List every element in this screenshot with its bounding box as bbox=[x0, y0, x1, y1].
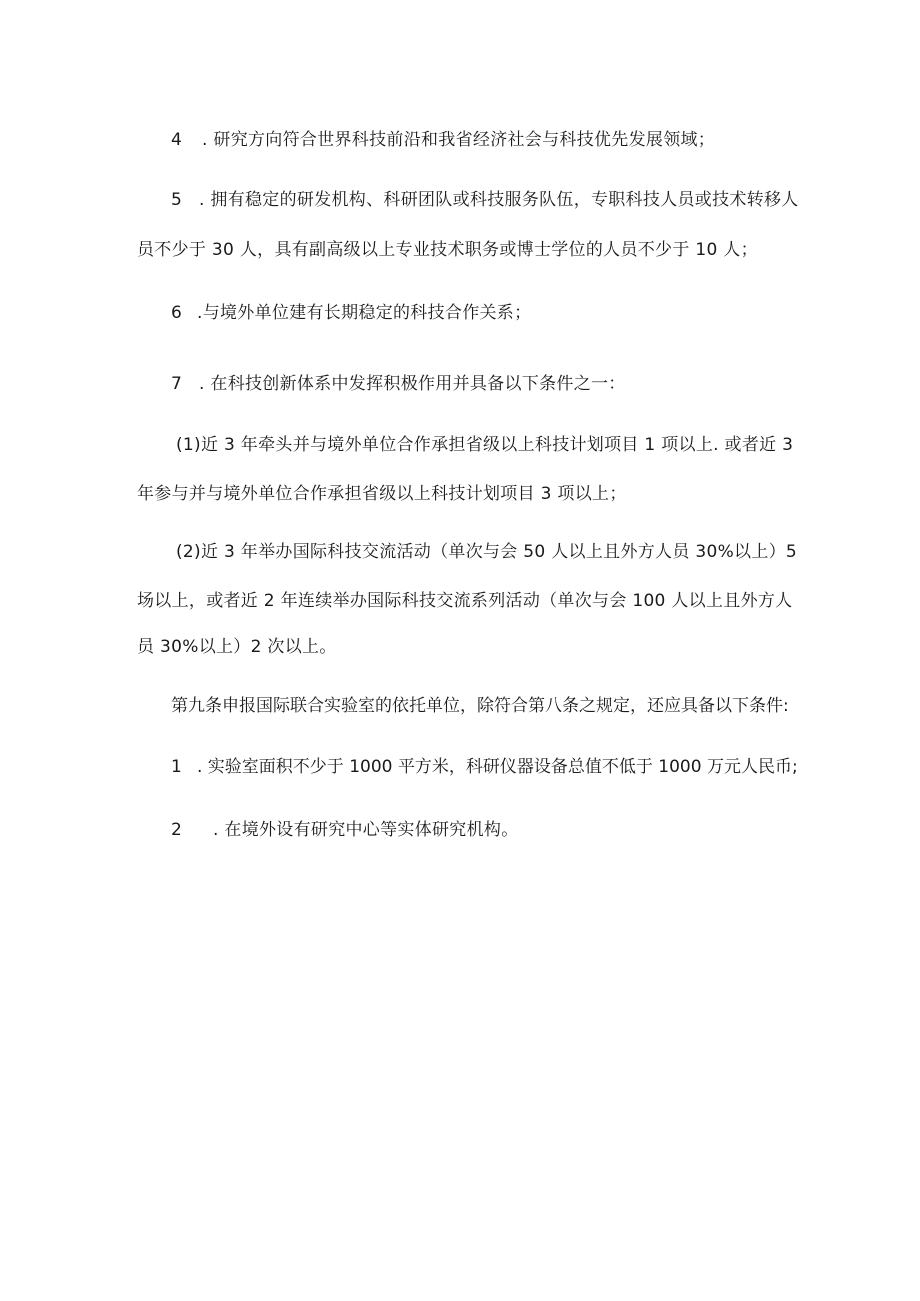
condition-2 bbox=[171, 818, 519, 842]
item-6-text: .与境外单位建有长期稳定的科技合作关系； bbox=[197, 303, 532, 323]
condition-1 bbox=[171, 755, 798, 779]
item-5-line-2 bbox=[137, 238, 758, 262]
condition-1-number: 1 bbox=[171, 757, 182, 777]
item-4-text: . 研究方向符合世界科技前沿和我省经济社会与科技优先发展领域； bbox=[202, 130, 716, 150]
sub-item-1-line-1 bbox=[176, 433, 793, 457]
sub-item-2-line-1 bbox=[176, 540, 797, 564]
sub-item-2-line-2 bbox=[137, 589, 792, 613]
item-7-number: 7 bbox=[171, 374, 183, 394]
item-5-number: 5 bbox=[171, 190, 183, 210]
item-6 bbox=[171, 301, 531, 325]
sub-item-2-text-cont: 场以上，或者近 2 年连续举办国际科技交流系列活动（单次与会 100 人以上且外方人 bbox=[137, 591, 793, 611]
article-9-heading bbox=[171, 694, 789, 718]
sub-item-2-text: (2)近 3 年举办国际科技交流活动（单次与会 50 人以上且外方人员 30%以上）5 bbox=[176, 542, 798, 562]
item-6-number: 6 bbox=[171, 303, 183, 323]
item-4-number: 4 bbox=[171, 130, 183, 150]
sub-item-2-line-3 bbox=[137, 635, 337, 659]
item-7 bbox=[171, 372, 626, 396]
condition-1-text: . 实验室面积不少于 1000 平方米，科研仪器设备总值不低于 1000 万元人民币; bbox=[197, 757, 798, 777]
sub-item-1-line-2 bbox=[137, 482, 627, 506]
item-7-text: . 在科技创新体系中发挥积极作用并具备以下条件之一： bbox=[199, 374, 626, 394]
sub-item-1-text-cont: 年参与并与境外单位合作承担省级以上科技计划项目 3 项以上； bbox=[137, 484, 627, 504]
sub-item-2-text-cont-2: 员 30%以上）2 次以上。 bbox=[137, 637, 337, 657]
condition-2-text: . 在境外设有研究中心等实体研究机构。 bbox=[213, 820, 519, 840]
item-5-line-1 bbox=[171, 188, 799, 212]
condition-2-number: 2 bbox=[171, 820, 183, 840]
item-5-text-cont: 员不少于 30 人，具有副高级以上专业技术职务或博士学位的人员不少于 10 人； bbox=[137, 240, 758, 260]
sub-item-1-text: (1)近 3 年牵头并与境外单位合作承担省级以上科技计划项目 1 项以上. 或者近 3 bbox=[176, 435, 794, 455]
article-9-heading-text: 第九条申报国际联合实验室的依托单位，除符合第八条之规定，还应具备以下条件: bbox=[171, 696, 789, 716]
item-5-text: . 拥有稳定的研发机构、科研团队或科技服务队伍，专职科技人员或技术转移人 bbox=[199, 190, 799, 210]
item-4 bbox=[171, 128, 715, 152]
